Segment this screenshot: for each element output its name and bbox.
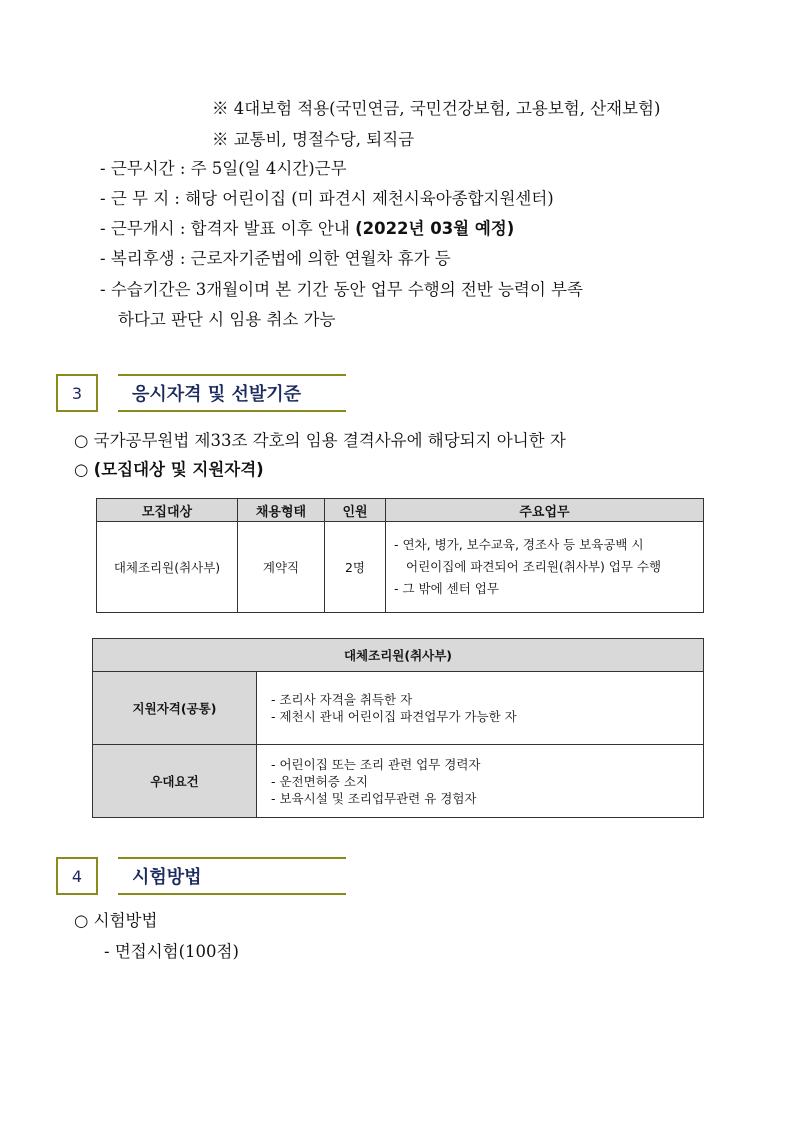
qualification-label-common: 지원자격(공통) xyxy=(93,672,257,745)
table-row xyxy=(97,522,704,613)
section-3-title: 응시자격 및 선발기준 xyxy=(118,374,346,412)
work-start-text: - 근무개시 : 합격자 발표 이후 안내 xyxy=(100,219,356,238)
workplace: - 근 무 지 : 해당 어린이집 (미 파견시 제천시육아종합지원센터) xyxy=(100,189,554,208)
item-2-marker: ○ xyxy=(74,460,94,479)
section-4-item-1: ○ 시험방법 xyxy=(74,911,158,930)
work-hours: - 근무시간 : 주 5일(일 4시간)근무 xyxy=(100,159,347,178)
section-3-item-2 xyxy=(74,459,264,481)
duty-line: - 연차, 병가, 보수교육, 경조사 등 보육공백 시 xyxy=(394,537,644,552)
list-item: - 제천시 관내 어린이집 파견업무가 가능한 자 xyxy=(271,709,517,724)
cell-target: 대체조리원(취사부) xyxy=(97,522,238,613)
header-target: 모집대상 xyxy=(97,499,238,522)
section-3-item-1: ○ 국가공무원법 제33조 각호의 임용 결격사유에 해당되지 아니한 자 xyxy=(74,431,566,450)
section-4-item-2: - 면접시험(100점) xyxy=(104,942,239,961)
recruitment-table-header xyxy=(97,499,704,522)
cell-count: 2명 xyxy=(325,522,386,613)
section-3-number: 3 xyxy=(56,374,98,412)
probation-line-2: 하다고 판단 시 임용 취소 가능 xyxy=(118,310,336,329)
qualification-table xyxy=(92,638,704,818)
table-row xyxy=(93,745,704,818)
cell-type: 계약직 xyxy=(238,522,325,613)
list-item: - 어린이집 또는 조리 관련 업무 경력자 xyxy=(271,756,481,772)
qualification-content-preferred xyxy=(257,745,704,818)
work-start-date: (2022년 03월 예정) xyxy=(355,219,515,238)
recruitment-table xyxy=(96,498,704,613)
insurance-note: ※ 4대보험 적용(국민연금, 국민건강보험, 고용보험, 산재보험) xyxy=(212,99,661,118)
header-duties: 주요업무 xyxy=(386,499,704,522)
header-count: 인원 xyxy=(325,499,386,522)
duty-line: 어린이집에 파견되어 조리원(취사부) 업무 수행 xyxy=(406,559,662,574)
qualification-label-preferred: 우대요건 xyxy=(93,745,257,818)
qualification-table-header xyxy=(93,639,704,672)
duty-line: - 그 밖에 센터 업무 xyxy=(394,581,499,596)
item-2-label: (모집대상 및 지원자격) xyxy=(93,460,264,479)
welfare: - 복리후생 : 근로자기준법에 의한 연월차 휴가 등 xyxy=(100,249,451,268)
list-item: - 운전면허증 소지 xyxy=(271,773,368,789)
table-row xyxy=(93,672,704,745)
section-4-number: 4 xyxy=(56,857,98,895)
section-4-title: 시험방법 xyxy=(118,857,346,895)
allowance-note: ※ 교통비, 명절수당, 퇴직금 xyxy=(212,130,415,149)
list-item: - 보육시설 및 조리업무관련 유 경험자 xyxy=(271,790,477,806)
list-item: - 조리사 자격을 취득한 자 xyxy=(271,692,413,707)
qualification-header: 대체조리원(취사부) xyxy=(93,639,704,672)
qualification-content-common xyxy=(257,672,704,745)
work-start xyxy=(100,218,514,240)
probation-line-1: - 수습기간은 3개월이며 본 기간 동안 업무 수행의 전반 능력이 부족 xyxy=(100,280,583,299)
header-type: 채용형태 xyxy=(238,499,325,522)
cell-duties xyxy=(386,522,704,613)
